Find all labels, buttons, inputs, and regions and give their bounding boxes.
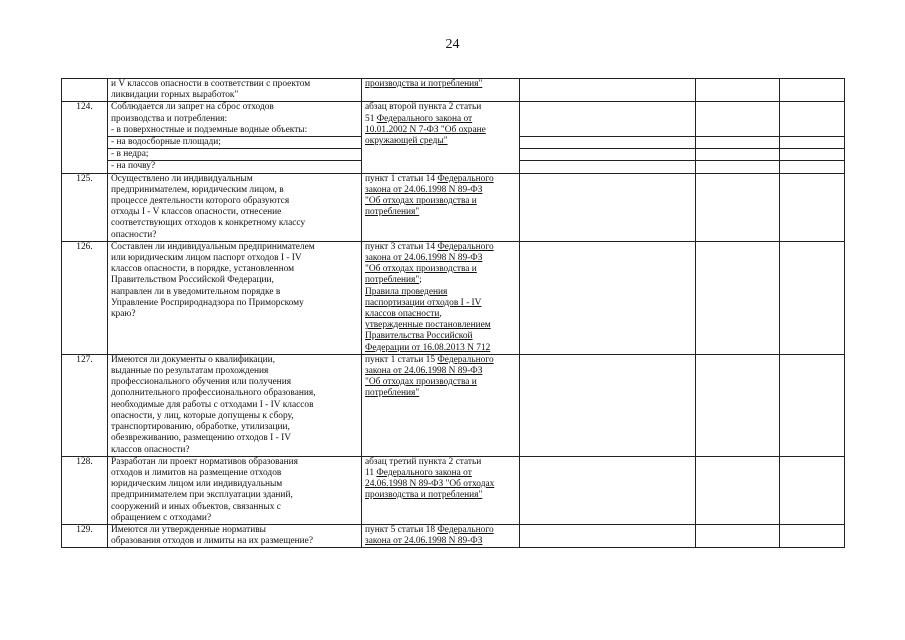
question-cell: [108, 79, 362, 102]
question-line: образования отходов и лимиты на их размещение?: [111, 536, 313, 547]
reference-line: [365, 242, 516, 253]
reference-line: [365, 125, 516, 136]
law-reference-link[interactable]: закона от 24.06.1998 N 89-ФЗ: [365, 536, 483, 547]
reference-line: [365, 196, 516, 207]
reference-line: [365, 343, 516, 354]
reference-cell: [362, 102, 520, 173]
item-number: 129.: [62, 524, 108, 547]
answer-cell-yes: [520, 79, 696, 102]
reference-text: ;: [419, 275, 422, 286]
answer-cell-yes: [520, 137, 696, 149]
question-line: Управление Росприроднадзора по Приморскому: [111, 297, 304, 308]
law-reference-link[interactable]: производства и потребления": [365, 490, 483, 501]
reference-line: [365, 457, 516, 468]
answer-cell-no: [696, 173, 780, 241]
law-reference-link[interactable]: закона от 24.06.1998 N 89-ФЗ: [365, 366, 483, 377]
question-line: необходимые для работы с отходами I - IV классов: [111, 399, 314, 410]
reference-line: [365, 264, 516, 275]
reference-line: [365, 253, 516, 264]
question-line: Имеются ли документы о квалификации,: [111, 354, 275, 365]
table-row: [62, 354, 845, 456]
question-line: - в поверхностные и подземные водные объекты:: [111, 124, 308, 135]
question-line: отходов и лимитов на размещение отходов: [111, 467, 282, 478]
law-reference-link[interactable]: потребления": [365, 388, 420, 399]
question-line: профессионального обучения или получения: [111, 377, 292, 388]
reference-line: [365, 79, 516, 90]
answer-cell-no: [696, 241, 780, 354]
answer-cell-no: [696, 524, 780, 547]
question-line: отходы I - V классов опасности, отнесение: [111, 207, 282, 218]
question-line: обращением с отходами?: [111, 512, 212, 523]
question-line: краю?: [111, 309, 136, 320]
law-reference-link[interactable]: Федерального: [437, 241, 494, 252]
law-reference-link[interactable]: потребления": [365, 207, 420, 218]
answer-cell-yes: [520, 524, 696, 547]
answer-cell-yes: [520, 102, 696, 137]
item-number: [62, 79, 108, 102]
item-number: 128.: [62, 456, 108, 524]
reference-line: [365, 320, 516, 331]
reference-cell: [362, 173, 520, 241]
reference-line: [365, 468, 516, 479]
law-reference-link[interactable]: Федерального закона от: [376, 467, 472, 478]
answer-cell-yes: [520, 241, 696, 354]
answer-cell-no: [696, 354, 780, 456]
question-line: Осуществлено ли индивидуальным: [111, 173, 253, 184]
law-reference-link[interactable]: "Об отходах производства и: [365, 377, 477, 388]
reference-line: [365, 275, 516, 286]
law-reference-link[interactable]: Федерального закона от: [376, 113, 473, 124]
question-cell: [108, 149, 362, 161]
question-cell: [108, 241, 362, 354]
question-line: направлен ли в уведомительном порядке в: [111, 286, 281, 297]
reference-line: [365, 366, 516, 377]
answer-cell-no: [696, 456, 780, 524]
question-line: опасности?: [111, 229, 157, 240]
answer-cell-na: [780, 524, 845, 547]
reference-text: 11: [365, 467, 377, 478]
reference-text: пункт 1 статьи 14: [365, 173, 438, 184]
answer-cell-no: [696, 79, 780, 102]
reference-line: [365, 536, 516, 547]
reference-line: [365, 309, 516, 320]
law-reference-link[interactable]: Федерации от 16.08.2013 N 712: [365, 342, 491, 353]
answer-cell-na: [780, 102, 845, 137]
answer-cell-no: [696, 161, 780, 173]
question-line: классов опасности?: [111, 444, 190, 455]
answer-cell-na: [780, 241, 845, 354]
reference-line: [365, 174, 516, 185]
law-reference-link[interactable]: потребления": [365, 275, 420, 286]
answer-cell-na: [780, 79, 845, 102]
question-line: и V классов опасности в соответствии с проектом: [111, 79, 311, 89]
table-row: [62, 79, 845, 102]
question-line: или юридическим лицом паспорт отходов I - IV: [111, 253, 302, 264]
law-reference-link[interactable]: окружающей среды": [365, 136, 448, 147]
table-row: [62, 173, 845, 241]
question-line: Составлен ли индивидуальным предпринимателем: [111, 241, 315, 252]
answer-cell-yes: [520, 354, 696, 456]
question-line: дополнительного профессионального образования,: [111, 388, 316, 399]
question-line: производства и потребления:: [111, 113, 228, 124]
question-line: соответствующих отходов к конкретному классу: [111, 218, 306, 229]
question-cell: [108, 524, 362, 547]
law-reference-link[interactable]: Федерального: [437, 354, 494, 365]
reference-text: пункт 1 статьи 15: [365, 354, 438, 365]
law-reference-link[interactable]: 24.06.1998 N 89-ФЗ "Об отходах: [365, 479, 495, 490]
question-cell: [108, 173, 362, 241]
question-line: Соблюдается ли запрет на сброс отходов: [111, 102, 274, 113]
reference-line: [365, 388, 516, 399]
item-number: 127.: [62, 354, 108, 456]
reference-line: [365, 136, 516, 147]
reference-line: [365, 490, 516, 501]
reference-cell: [362, 456, 520, 524]
reference-line: [365, 525, 516, 536]
question-line: процессе деятельности которого образуются: [111, 196, 290, 207]
question-line: Правительством Российской Федерации,: [111, 275, 274, 286]
table-row: [62, 456, 845, 524]
question-cell: [108, 354, 362, 456]
answer-cell-na: [780, 149, 845, 161]
answer-cell-na: [780, 173, 845, 241]
question-line: классов опасности, в порядке, установленном: [111, 264, 295, 275]
question-line: ликвидации горных выработок": [111, 90, 239, 101]
law-reference-link[interactable]: "Об отходах производства и: [365, 264, 477, 275]
reference-line: [365, 102, 516, 113]
table-row: [62, 102, 845, 137]
question-line: - на водосборные площади;: [111, 137, 221, 148]
reference-text: пункт 5 статьи 18: [365, 524, 438, 535]
answer-cell-yes: [520, 161, 696, 173]
reference-cell: [362, 79, 520, 102]
question-line: выданные по результатам прохождения: [111, 366, 269, 377]
reference-line: [365, 479, 516, 490]
law-reference-link[interactable]: классов опасности: [365, 309, 440, 320]
law-reference-link[interactable]: Федерального: [437, 173, 494, 184]
question-cell: [108, 456, 362, 524]
law-reference-link[interactable]: Правила проведения: [365, 286, 448, 297]
answer-cell-no: [696, 102, 780, 137]
law-reference-link[interactable]: Правительства Российской: [365, 331, 473, 342]
reference-text: пункт 3 статьи 14: [365, 241, 438, 252]
question-line: юридическим лицом или индивидуальным: [111, 479, 283, 490]
law-reference-link[interactable]: 10.01.2002 N 7-ФЗ "Об охране: [365, 124, 486, 135]
law-reference-link[interactable]: Федерального: [437, 524, 494, 535]
answer-cell-na: [780, 137, 845, 149]
item-number: 126.: [62, 241, 108, 354]
question-line: - на почву?: [111, 161, 156, 172]
question-line: - в недра;: [111, 149, 149, 160]
reference-text: 51: [365, 113, 377, 124]
reference-line: [365, 287, 516, 298]
question-line: опасности, у лиц, которые допущены к сбору,: [111, 410, 294, 421]
reference-cell: [362, 524, 520, 547]
reference-text: абзац второй пункта 2 статьи: [365, 102, 482, 113]
answer-cell-na: [780, 161, 845, 173]
answer-cell-yes: [520, 173, 696, 241]
question-line: предпринимателем, юридическим лицом, в: [111, 184, 284, 195]
reference-cell: [362, 354, 520, 456]
law-reference-link[interactable]: производства и потребления": [365, 79, 483, 89]
reference-line: [365, 355, 516, 366]
law-reference-link[interactable]: закона от 24.06.1998 N 89-ФЗ: [365, 184, 483, 195]
table-row: [62, 241, 845, 354]
question-cell: [108, 102, 362, 137]
answer-cell-yes: [520, 456, 696, 524]
question-line: Разработан ли проект нормативов образования: [111, 456, 298, 467]
law-reference-link[interactable]: "Об отходах производства и: [365, 196, 477, 207]
checklist-table: [61, 78, 845, 548]
reference-cell: [362, 241, 520, 354]
reference-line: [365, 331, 516, 342]
question-line: транспортированию, обработке, утилизации,: [111, 422, 290, 433]
item-number: 124.: [62, 102, 108, 173]
question-line: предпринимателем при эксплуатации зданий,: [111, 490, 293, 501]
answer-cell-no: [696, 137, 780, 149]
question-line: сооружений и иных объектов, связанных с: [111, 501, 281, 512]
table-row: [62, 524, 845, 547]
question-line: обезвреживанию, размещению отходов I - IV: [111, 433, 292, 444]
reference-line: [365, 114, 516, 125]
reference-line: [365, 298, 516, 309]
law-reference-link[interactable]: паспортизации отходов I - IV: [365, 297, 482, 308]
page-number: 24: [445, 37, 460, 52]
answer-cell-no: [696, 149, 780, 161]
item-number: 125.: [62, 173, 108, 241]
question-cell: [108, 161, 362, 173]
law-reference-link[interactable]: закона от 24.06.1998 N 89-ФЗ: [365, 253, 483, 264]
answer-cell-na: [780, 456, 845, 524]
question-cell: [108, 137, 362, 149]
reference-line: [365, 185, 516, 196]
reference-line: [365, 377, 516, 388]
question-line: Имеются ли утвержденные нормативы: [111, 524, 266, 535]
reference-text: ,: [439, 309, 442, 320]
law-reference-link[interactable]: утвержденные постановлением: [365, 320, 491, 331]
reference-text: абзац третий пункта 2 статьи: [365, 456, 482, 467]
answer-cell-na: [780, 354, 845, 456]
reference-line: [365, 207, 516, 218]
answer-cell-yes: [520, 149, 696, 161]
